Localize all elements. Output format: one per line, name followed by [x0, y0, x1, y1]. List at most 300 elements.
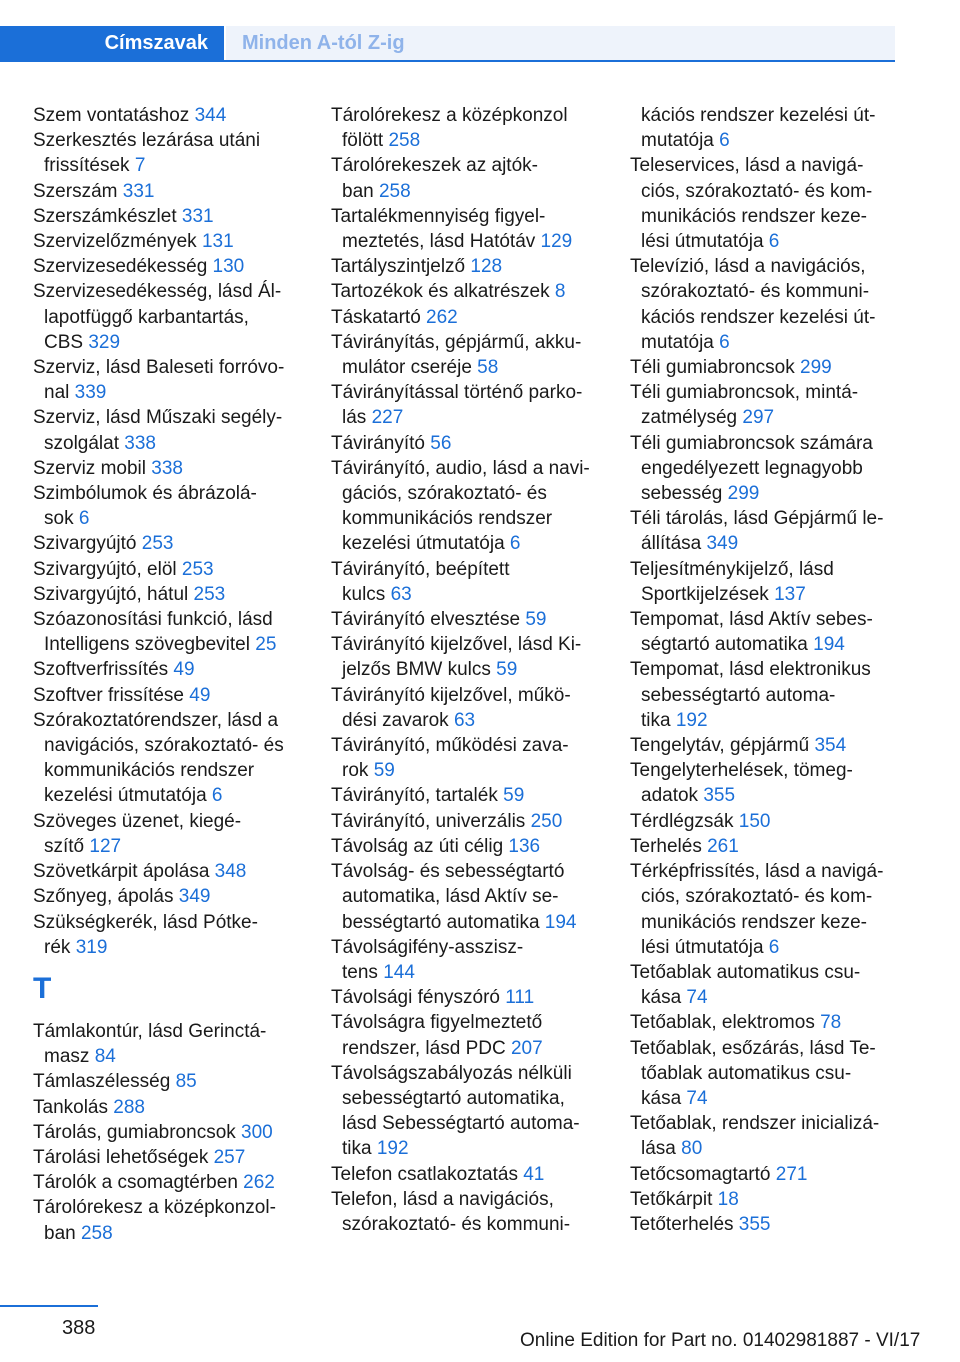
- entry-line: [33, 103, 303, 128]
- entry-text: kommunikációs rendszer: [342, 508, 553, 530]
- entry-text: kommunikációs rendszer: [44, 760, 255, 782]
- entry-line: [630, 607, 900, 632]
- page-link[interactable]: 85: [175, 1071, 197, 1093]
- entry-line: [33, 128, 303, 153]
- index-entry: [33, 481, 303, 531]
- entry-text: Tartályszintjelző: [331, 256, 471, 278]
- entry-text: Tárolórekesz a középkonzol: [331, 105, 568, 126]
- entry-line: [33, 809, 303, 834]
- entry-line: [630, 985, 900, 1010]
- page-link[interactable]: 18: [717, 1188, 739, 1210]
- entry-line: [331, 405, 601, 430]
- tab-a-to-z[interactable]: Minden A-tól Z-ig: [226, 26, 895, 60]
- index-entry: [33, 1145, 303, 1170]
- index-entry: [630, 960, 900, 1010]
- entry-text: ciós, szórakoztató- és kom-: [641, 180, 873, 202]
- entry-text: Tartalékmennyiség figyel-: [331, 205, 546, 227]
- index-entry: [33, 809, 303, 859]
- page-link[interactable]: 111: [505, 987, 535, 1009]
- entry-text: Szivargyújtó: [33, 533, 142, 555]
- entry-line: [630, 657, 900, 682]
- page-link[interactable]: 78: [820, 1012, 842, 1034]
- entry-text: Tetőablak, rendszer inicializá-: [630, 1113, 880, 1135]
- index-entry: [331, 859, 601, 935]
- entry-line: [33, 355, 303, 380]
- entry-line: [33, 330, 303, 355]
- page-link[interactable]: 319: [75, 936, 108, 958]
- page-link[interactable]: 194: [813, 634, 845, 656]
- index-entry: [33, 607, 303, 657]
- index-entry: [630, 1187, 900, 1212]
- entry-text: tika: [641, 709, 676, 731]
- page-link[interactable]: 262: [243, 1172, 275, 1194]
- entry-line: [630, 1136, 900, 1161]
- index-entry: [630, 557, 900, 607]
- entry-line: [33, 204, 303, 229]
- page-link[interactable]: 6: [768, 231, 780, 253]
- entry-line: [33, 380, 303, 405]
- entry-text: Szórakoztatórendszer, lásd a: [33, 709, 279, 731]
- index-entry: [331, 607, 601, 632]
- index-entry: [33, 103, 303, 128]
- entry-text: Intelligens szövegbevitel: [44, 634, 256, 656]
- entry-text: Szivargyújtó, elöl: [33, 558, 182, 580]
- page-link[interactable]: 6: [211, 785, 223, 807]
- entry-text: tőablak automatikus csu-: [641, 1062, 852, 1084]
- index-entry: [33, 1120, 303, 1145]
- entry-line: [630, 305, 900, 330]
- entry-line: [630, 481, 900, 506]
- entry-line: [33, 1195, 303, 1220]
- entry-line: [33, 557, 303, 582]
- footer-rule: [0, 1305, 98, 1307]
- page-link[interactable]: 6: [768, 936, 780, 958]
- entry-line: [331, 859, 601, 884]
- entry-line: [33, 179, 303, 204]
- index-entry: [630, 254, 900, 355]
- page-link[interactable]: 297: [742, 407, 775, 429]
- entry-line: [331, 758, 601, 783]
- entry-text: ban: [44, 1222, 81, 1244]
- entry-text: Távolság az úti célig: [331, 835, 509, 857]
- index-entry: [630, 153, 900, 254]
- index-entry: [630, 834, 900, 859]
- index-entry: [33, 1019, 303, 1069]
- entry-line: [630, 531, 900, 556]
- entry-text: Téli gumiabroncsok: [630, 357, 801, 379]
- tab-keywords[interactable]: Címszavak: [0, 26, 224, 60]
- entry-line: [331, 153, 601, 178]
- entry-text: Szoftverfrissítés: [33, 659, 174, 681]
- page-link[interactable]: 74: [686, 1087, 708, 1109]
- entry-line: [630, 1212, 900, 1237]
- entry-line: [630, 683, 900, 708]
- entry-line: [331, 809, 601, 834]
- page-link[interactable]: 271: [775, 1163, 808, 1185]
- index-entry: [331, 431, 601, 456]
- index-entry: [331, 809, 601, 834]
- entry-line: [33, 1120, 303, 1145]
- index-entry: [33, 884, 303, 909]
- entry-text: Tempomat, lásd elektronikus: [630, 659, 871, 681]
- entry-text: Tengelyterhelések, tömeg-: [630, 760, 853, 782]
- page-link[interactable]: 192: [376, 1138, 409, 1160]
- entry-line: [630, 279, 900, 304]
- entry-text: masz: [44, 1046, 95, 1068]
- entry-line: [33, 834, 303, 859]
- entry-text: Szerviz, lásd Baleseti forróvo-: [33, 357, 285, 379]
- entry-text: Téli tárolás, lásd Gépjármű le-: [630, 508, 884, 530]
- entry-text: rék: [44, 936, 76, 958]
- page-link[interactable]: 8: [554, 281, 566, 303]
- entry-text: Teleservices, lásd a navigá-: [630, 155, 864, 177]
- index-entry: [33, 683, 303, 708]
- entry-line: [331, 834, 601, 859]
- entry-line: [33, 607, 303, 632]
- page-link[interactable]: 338: [124, 432, 156, 454]
- page-link[interactable]: 355: [703, 785, 736, 807]
- entry-line: [331, 1086, 601, 1111]
- index-column-1: [33, 103, 303, 1246]
- entry-text: rendszer, lásd PDC: [342, 1037, 511, 1059]
- page-link[interactable]: 6: [719, 331, 730, 353]
- entry-line: [33, 305, 303, 330]
- entry-line: [331, 935, 601, 960]
- page-link[interactable]: 41: [523, 1163, 545, 1185]
- index-entry: [33, 254, 303, 279]
- entry-line: [630, 582, 900, 607]
- entry-text: Távirányító: [331, 432, 431, 454]
- entry-text: jelzős BMW kulcs: [342, 659, 497, 681]
- entry-line: [331, 960, 601, 985]
- index-entry: [630, 380, 900, 430]
- entry-line: [33, 632, 303, 657]
- index-entry: [331, 103, 601, 153]
- page-link[interactable]: 49: [173, 659, 195, 681]
- page-link[interactable]: 288: [113, 1096, 145, 1118]
- page-link[interactable]: 84: [94, 1046, 116, 1068]
- entry-line: [33, 481, 303, 506]
- entry-line: [331, 305, 601, 330]
- entry-line: [331, 531, 601, 556]
- page-link[interactable]: 253: [193, 583, 226, 605]
- entry-line: [331, 1162, 601, 1187]
- index-entry: [33, 657, 303, 682]
- entry-text: kása: [641, 1087, 687, 1109]
- page-link[interactable]: 59: [525, 609, 547, 631]
- entry-line: [630, 380, 900, 405]
- entry-text: Szimbólumok és ábrázolá-: [33, 483, 257, 505]
- entry-text: Távirányító, tartalék: [331, 785, 504, 807]
- entry-line: [331, 229, 601, 254]
- entry-text: Telefon csatlakoztatás: [331, 1163, 524, 1185]
- entry-text: kulcs: [342, 583, 391, 605]
- entry-text: Távirányítás, gépjármű, akku-: [331, 331, 582, 353]
- page-link[interactable]: 80: [681, 1138, 703, 1160]
- page-link[interactable]: 253: [181, 558, 214, 580]
- page-link[interactable]: 261: [707, 835, 739, 857]
- entry-line: [630, 910, 900, 935]
- entry-text: mutatója: [641, 331, 720, 353]
- entry-line: [331, 557, 601, 582]
- entry-line: [630, 1086, 900, 1111]
- page-link[interactable]: 262: [426, 306, 458, 328]
- index-entry: [33, 405, 303, 455]
- entry-text: Tetőkárpit: [630, 1188, 718, 1210]
- entry-text: dési zavarok: [342, 709, 454, 731]
- page-link[interactable]: 300: [241, 1121, 273, 1143]
- entry-text: ségtartó automatika: [641, 634, 814, 656]
- entry-line: [331, 985, 601, 1010]
- entry-text: zatmélység: [641, 407, 743, 429]
- index-entry: [331, 557, 601, 607]
- page-link[interactable]: 25: [255, 634, 277, 656]
- entry-text: tika: [342, 1138, 377, 1160]
- entry-line: [33, 758, 303, 783]
- entry-line: [630, 783, 900, 808]
- page-link[interactable]: 128: [470, 256, 503, 278]
- entry-text: Teljesítménykijelző, lásd: [630, 558, 834, 580]
- page-link[interactable]: 299: [727, 483, 760, 505]
- entry-text: kezelési útmutatója: [44, 785, 212, 807]
- page-link[interactable]: 329: [88, 331, 121, 353]
- entry-line: [33, 884, 303, 909]
- entry-text: Szöveges üzenet, kiegé-: [33, 810, 242, 832]
- index-entry: [331, 1010, 601, 1060]
- entry-text: tens: [342, 961, 384, 983]
- entry-line: [331, 456, 601, 481]
- page-link[interactable]: 63: [453, 709, 476, 731]
- entry-line: [331, 683, 601, 708]
- page-link[interactable]: 6: [719, 130, 730, 152]
- page-link[interactable]: 7: [134, 155, 146, 177]
- entry-text: munikációs rendszer keze-: [641, 205, 867, 227]
- entry-line: [630, 733, 900, 758]
- entry-line: [331, 910, 601, 935]
- entry-line: [331, 355, 601, 380]
- entry-line: [33, 783, 303, 808]
- entry-text: kációs rendszer kezelési út-: [641, 306, 876, 328]
- index-entry: [630, 1010, 900, 1035]
- entry-line: [630, 1187, 900, 1212]
- page-link[interactable]: 194: [544, 911, 577, 933]
- index-entry: [630, 859, 900, 960]
- entry-line: [630, 330, 900, 355]
- entry-text: lásd Sebességtartó automa-: [342, 1113, 580, 1135]
- entry-text: Tartozékok és alkatrészek: [331, 281, 555, 303]
- page-link[interactable]: 354: [814, 735, 847, 757]
- entry-line: [630, 809, 900, 834]
- entry-line: [331, 1187, 601, 1212]
- page-link[interactable]: 338: [151, 457, 183, 479]
- index-entry: [331, 153, 601, 203]
- entry-line: [331, 632, 601, 657]
- index-entry: [331, 380, 601, 430]
- index-entry: [33, 355, 303, 405]
- entry-text: Szükségkerék, lásd Pótke-: [33, 911, 258, 933]
- entry-text: ban: [342, 180, 379, 202]
- entry-line: [33, 456, 303, 481]
- entry-text: Szerkesztés lezárása utáni: [33, 130, 261, 152]
- entry-line: [331, 279, 601, 304]
- index-entry: [33, 910, 303, 960]
- page-link[interactable]: 58: [477, 357, 499, 379]
- entry-line: [630, 506, 900, 531]
- page-link[interactable]: 257: [213, 1146, 246, 1168]
- page-link[interactable]: 59: [373, 760, 395, 782]
- entry-text: Tetőcsomagtartó: [630, 1163, 776, 1185]
- entry-line: [33, 859, 303, 884]
- entry-text: Tempomat, lásd Aktív sebes-: [630, 609, 873, 631]
- entry-line: [331, 1036, 601, 1061]
- entry-text: Televízió, lásd a navigációs,: [630, 256, 866, 278]
- entry-line: [630, 1162, 900, 1187]
- page-link[interactable]: 6: [509, 533, 521, 555]
- index-entry: [331, 783, 601, 808]
- entry-text: szórakoztató- és kommuni-: [342, 1213, 571, 1235]
- entry-text: Távirányító kijelzővel, lásd Ki-: [331, 634, 582, 656]
- entry-line: [630, 708, 900, 733]
- page-link[interactable]: 63: [390, 583, 412, 605]
- index-entry: [33, 279, 303, 355]
- page-link[interactable]: 331: [181, 205, 214, 227]
- entry-text: Terhelés: [630, 835, 708, 857]
- entry-text: CBS: [44, 331, 89, 353]
- entry-line: [331, 179, 601, 204]
- page-link[interactable]: 207: [510, 1037, 543, 1059]
- entry-line: [33, 657, 303, 682]
- entry-line: [630, 1111, 900, 1136]
- entry-line: [33, 708, 303, 733]
- entry-text: Távolságra figyelmeztető: [331, 1012, 543, 1034]
- entry-text: Tetőablak, esőzárás, lásd Te-: [630, 1037, 876, 1059]
- header-rule: [0, 60, 895, 62]
- page-link[interactable]: 136: [508, 835, 541, 857]
- section-header: [0, 26, 895, 62]
- index-entry: [331, 834, 601, 859]
- entry-text: frissítések: [44, 155, 135, 177]
- entry-line: [630, 128, 900, 153]
- entry-line: [331, 380, 601, 405]
- index-entry: [331, 632, 601, 682]
- page-link[interactable]: 6: [78, 508, 90, 530]
- page-link[interactable]: 331: [122, 180, 155, 202]
- entry-line: [630, 960, 900, 985]
- entry-line: [331, 103, 601, 128]
- entry-text: nal: [44, 382, 75, 404]
- index-entry: [630, 1212, 900, 1237]
- page-link[interactable]: 49: [189, 684, 211, 706]
- entry-text: Távolságszabályozás nélküli: [331, 1062, 572, 1084]
- entry-text: Térképfrissítés, lásd a navigá-: [630, 861, 884, 883]
- entry-text: engedélyezett legnagyobb: [641, 457, 863, 479]
- entry-line: [331, 1061, 601, 1086]
- entry-text: meztetés, lásd Hatótáv: [342, 231, 541, 253]
- page-link[interactable]: 130: [212, 256, 245, 278]
- entry-line: [630, 834, 900, 859]
- entry-line: [33, 1069, 303, 1094]
- entry-line: [33, 1221, 303, 1246]
- index-entry: [630, 758, 900, 808]
- page-link[interactable]: 144: [383, 961, 415, 983]
- entry-line: [630, 884, 900, 909]
- page-link[interactable]: 258: [80, 1222, 113, 1244]
- page-link[interactable]: 59: [496, 659, 518, 681]
- entry-text: automatika, lásd Aktív se-: [342, 886, 559, 908]
- entry-text: Téli gumiabroncsok számára: [630, 432, 873, 454]
- entry-text: Szivargyújtó, hátul: [33, 583, 194, 605]
- entry-line: [33, 506, 303, 531]
- page-link[interactable]: 258: [378, 180, 411, 202]
- page-link[interactable]: 344: [194, 105, 227, 126]
- page-link[interactable]: 258: [388, 130, 421, 152]
- page-link[interactable]: 339: [74, 382, 107, 404]
- entry-text: szolgálat: [44, 432, 125, 454]
- entry-text: Szervizesedékesség, lásd Ál-: [33, 281, 282, 303]
- entry-line: [630, 935, 900, 960]
- entry-line: [33, 1170, 303, 1195]
- entry-line: [630, 859, 900, 884]
- entry-text: Szoftver frissítése: [33, 684, 190, 706]
- page-link[interactable]: 150: [738, 810, 771, 832]
- entry-text: sebességtartó automa-: [641, 684, 836, 706]
- page-link[interactable]: 250: [530, 810, 563, 832]
- index-entry: [33, 1170, 303, 1195]
- index-entry: [331, 1162, 601, 1187]
- index-entry: [33, 204, 303, 229]
- entry-line: [33, 1145, 303, 1170]
- page-link[interactable]: 127: [89, 835, 122, 857]
- page-link[interactable]: 355: [738, 1213, 771, 1235]
- page-link[interactable]: 227: [371, 407, 404, 429]
- page-link[interactable]: 299: [800, 357, 832, 379]
- entry-line: [331, 481, 601, 506]
- page-link[interactable]: 348: [214, 861, 247, 883]
- index-entry: [331, 683, 601, 733]
- page-link[interactable]: 349: [178, 886, 211, 908]
- entry-line: [331, 128, 601, 153]
- index-entry: [33, 582, 303, 607]
- entry-text: lési útmutatója: [641, 231, 769, 253]
- entry-text: navigációs, szórakoztató- és: [44, 735, 284, 757]
- page-link[interactable]: 192: [675, 709, 708, 731]
- entry-text: Tankolás: [33, 1096, 114, 1118]
- entry-line: [331, 1010, 601, 1035]
- index-entry: [331, 204, 601, 254]
- page-link[interactable]: 59: [503, 785, 525, 807]
- entry-text: Távirányító, beépített: [331, 558, 510, 580]
- index-entry: [630, 355, 900, 380]
- entry-text: Tárolórekesz a középkonzol-: [33, 1197, 276, 1219]
- entry-line: [630, 1061, 900, 1086]
- index-entry: [33, 229, 303, 254]
- entry-text: Szövetkárpit ápolása: [33, 861, 215, 883]
- page-link[interactable]: 129: [540, 231, 573, 253]
- page-link[interactable]: 137: [774, 583, 806, 605]
- page-link[interactable]: 253: [141, 533, 174, 555]
- page-link[interactable]: 349: [706, 533, 739, 555]
- entry-line: [630, 204, 900, 229]
- index-entry: [331, 330, 601, 380]
- entry-text: állítása: [641, 533, 707, 555]
- page-link[interactable]: 131: [201, 231, 234, 253]
- index-column-3: [630, 103, 900, 1237]
- entry-line: [331, 657, 601, 682]
- page-link[interactable]: 74: [686, 987, 708, 1009]
- entry-text: munikációs rendszer keze-: [641, 911, 867, 933]
- page-link[interactable]: 56: [430, 432, 452, 454]
- entry-line: [33, 683, 303, 708]
